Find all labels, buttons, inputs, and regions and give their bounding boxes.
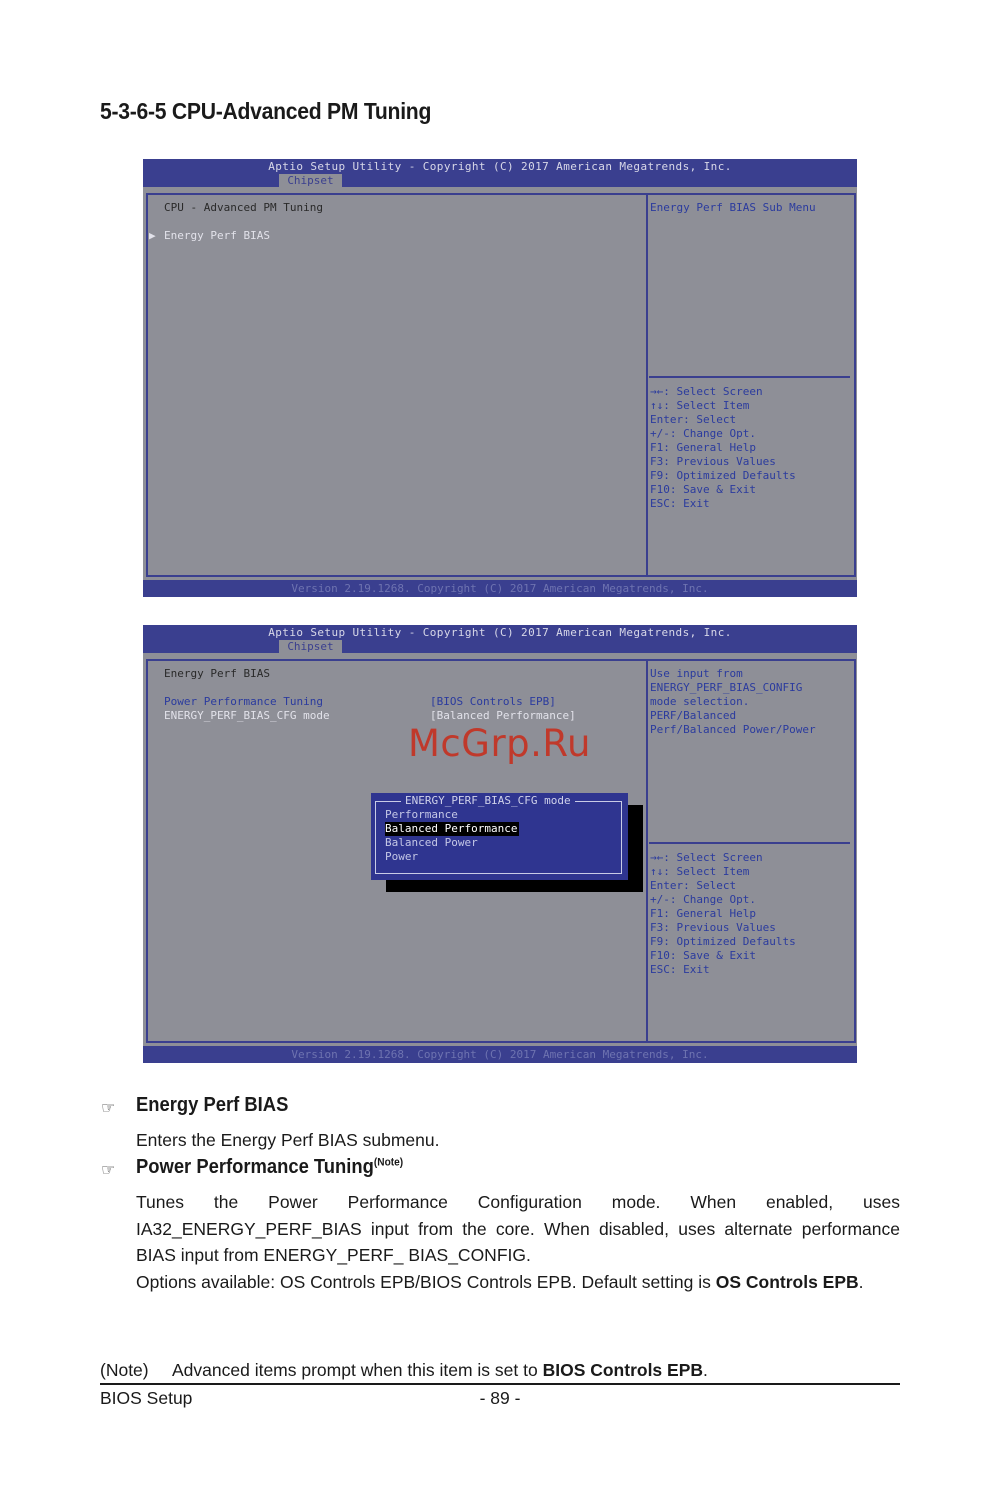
key-optimized-defaults: F9: Optimized Defaults [650, 935, 796, 948]
bios-version: Version 2.19.1268. Copyright (C) 2017 American Megatrends, Inc. [291, 582, 709, 595]
setting-label-energy-perf-bias-cfg-mode[interactable]: ENERGY_PERF_BIAS_CFG mode [164, 709, 330, 722]
help-divider [649, 376, 850, 378]
key-save-exit: F10: Save & Exit [650, 483, 756, 496]
page-title: CPU - Advanced PM Tuning [164, 201, 323, 214]
footnote: (Note) Advanced items prompt when this item is set to BIOS Controls EPB. [100, 1360, 708, 1380]
popup-option-balanced-performance[interactable]: Balanced Performance [385, 822, 518, 835]
key-previous-values: F3: Previous Values [650, 455, 776, 468]
note-superscript: (Note) [373, 1156, 404, 1169]
help-divider [649, 842, 850, 844]
tab-chipset[interactable]: Chipset [279, 640, 342, 653]
help-text: Energy Perf BIAS Sub Menu [650, 201, 816, 214]
item-title-energy-perf-bias: Energy Perf BIAS [136, 1094, 289, 1116]
key-enter: Enter: Select [650, 413, 737, 426]
item-title-power-performance-tuning: Power Performance Tuning$^{(Note)}$ [136, 1156, 404, 1178]
key-esc-exit: ESC: Exit [650, 963, 710, 976]
popup-option-balanced-power[interactable]: Balanced Power [385, 836, 478, 849]
key-select-screen: →←: Select Screen [650, 851, 763, 864]
key-general-help: F1: General Help [650, 907, 756, 920]
pointing-hand-icon: ☞ [101, 1100, 116, 1117]
setting-value-energy-perf-bias-cfg-mode[interactable]: [Balanced Performance] [430, 709, 576, 722]
help-line: ENERGY_PERF_BIAS_CONFIG [650, 681, 803, 694]
key-change-opt: +/-: Change Opt. [650, 427, 756, 440]
setting-value-power-performance-tuning[interactable]: [BIOS Controls EPB] [430, 695, 556, 708]
bios-screen-advanced-pm-tuning [143, 159, 857, 597]
bios-title: Aptio Setup Utility - Copyright (C) 2017 American Megatrends, Inc. [268, 626, 732, 639]
watermark: McGrp.Ru [408, 722, 591, 765]
bios-version-bar [143, 1046, 857, 1063]
bios-version-bar [143, 580, 857, 597]
key-esc-exit: ESC: Exit [650, 497, 710, 510]
section-heading: 5-3-6-5 CPU-Advanced PM Tuning [100, 98, 432, 124]
help-line: Use input from [650, 667, 743, 680]
key-enter: Enter: Select [650, 879, 737, 892]
key-previous-values: F3: Previous Values [650, 921, 776, 934]
help-line: mode selection. [650, 695, 750, 708]
key-select-item: ↑↓: Select Item [650, 399, 750, 412]
bios-main-panel [146, 193, 648, 577]
popup-title: ENERGY_PERF_BIAS_CFG mode [401, 794, 575, 808]
key-general-help: F1: General Help [650, 441, 756, 454]
key-optimized-defaults: F9: Optimized Defaults [650, 469, 796, 482]
submenu-item-energy-perf-bias[interactable]: Energy Perf BIAS [164, 229, 270, 242]
bios-title: Aptio Setup Utility - Copyright (C) 2017 American Megatrends, Inc. [268, 160, 732, 173]
item-description: Tunes the Power Performance Configuration mode. When enabled, uses IA32_ENERGY_PERF_BIAS input from the core. When disabled, uses alternate performance BIAS input from ENERGY_PERF_ BIAS_CONFIG. [136, 1192, 900, 1265]
footer-rule [100, 1383, 900, 1385]
bios-title-bar [143, 159, 857, 187]
bios-screen-energy-perf-bias [143, 625, 857, 1063]
item-options: Options available: OS Controls EPB/BIOS Controls EPB. Default setting is OS Controls EPB. [136, 1272, 864, 1292]
help-line: PERF/Balanced [650, 709, 737, 722]
item-description: Enters the Energy Perf BIAS submenu. [136, 1130, 440, 1150]
key-select-screen: →←: Select Screen [650, 385, 763, 398]
footer-section-name: BIOS Setup [100, 1388, 193, 1408]
page-title: Energy Perf BIAS [164, 667, 270, 680]
help-line: Perf/Balanced Power/Power [650, 723, 816, 736]
key-select-item: ↑↓: Select Item [650, 865, 750, 878]
setting-label-power-performance-tuning[interactable]: Power Performance Tuning [164, 695, 323, 708]
popup-option-performance[interactable]: Performance [385, 808, 458, 821]
key-change-opt: +/-: Change Opt. [650, 893, 756, 906]
default-setting: OS Controls EPB [715, 1272, 859, 1292]
footnote-label: (Note) [100, 1360, 149, 1380]
key-save-exit: F10: Save & Exit [650, 949, 756, 962]
tab-chipset[interactable]: Chipset [279, 174, 342, 187]
option-popup [371, 793, 628, 880]
popup-option-power[interactable]: Power [385, 850, 419, 863]
submenu-arrow-icon: ▶ [149, 229, 156, 242]
pointing-hand-icon: ☞ [101, 1162, 116, 1179]
bios-version: Version 2.19.1268. Copyright (C) 2017 American Megatrends, Inc. [291, 1048, 709, 1061]
page-number: - 89 - [479, 1388, 521, 1408]
bios-title-bar [143, 625, 857, 653]
